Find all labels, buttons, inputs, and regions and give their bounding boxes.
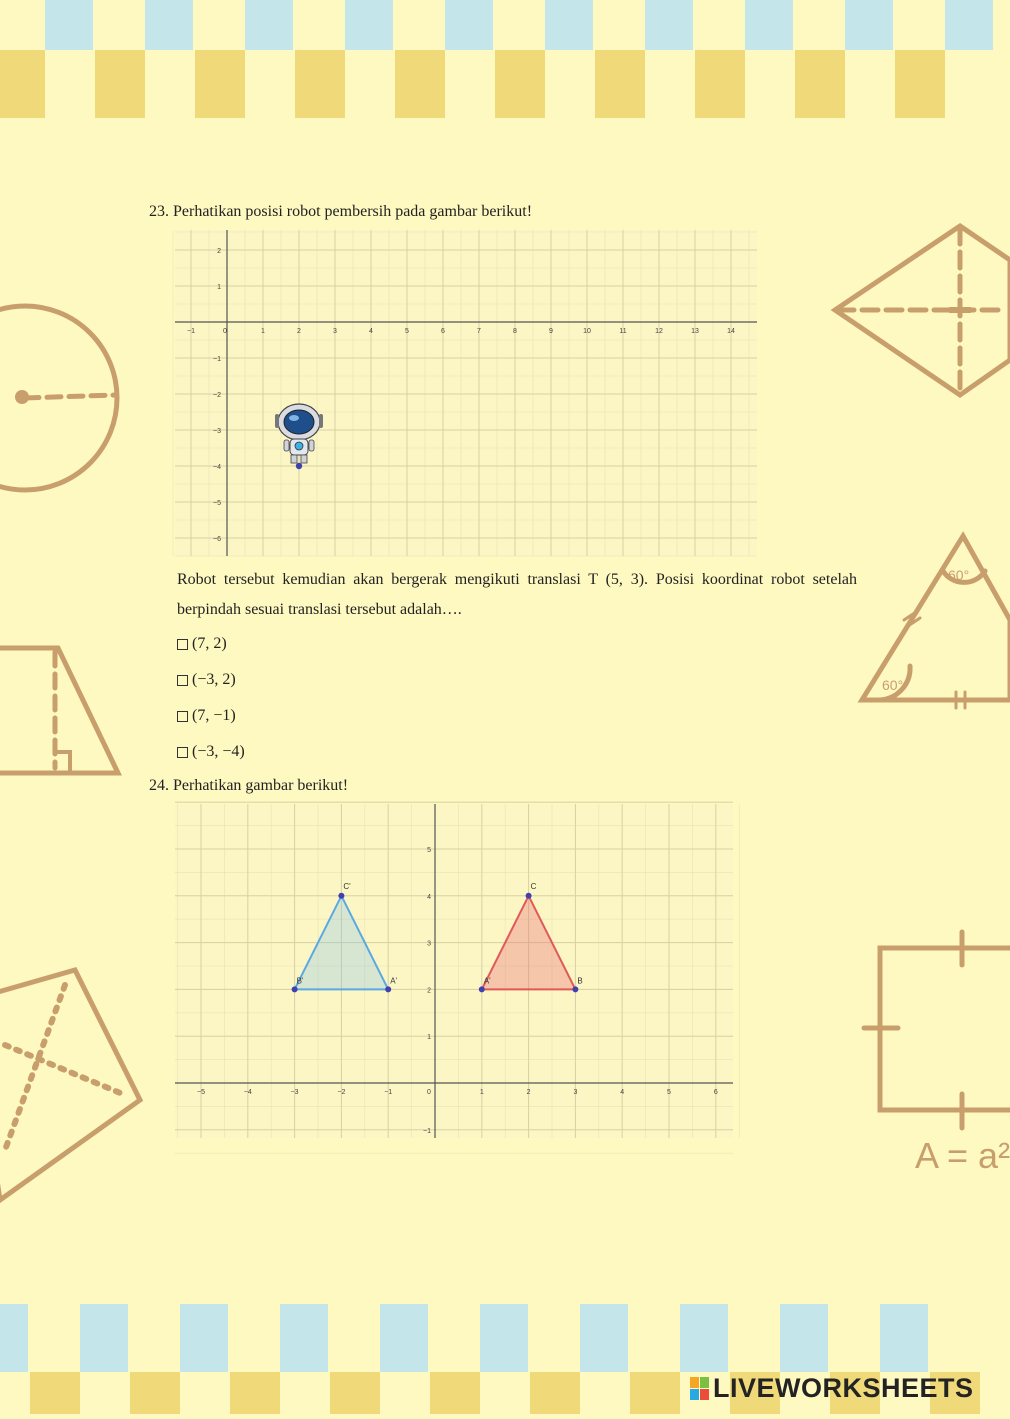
q23-prompt: Perhatikan posisi robot pembersih pada gambar berikut! [173, 203, 533, 220]
x-tick-label: 5 [667, 1089, 671, 1096]
vertex-point [572, 986, 578, 992]
footer-logo[interactable] [690, 1373, 974, 1404]
x-tick-label: 14 [727, 328, 735, 335]
pattern-tile [880, 1304, 928, 1372]
circle-shape-icon [0, 306, 117, 490]
q24-heading [149, 776, 348, 796]
pattern-tile [45, 0, 93, 50]
pattern-tile [180, 1304, 228, 1372]
vertex-label: C [530, 881, 537, 891]
option-label: (−3, −4) [192, 743, 245, 760]
q23-option-2[interactable] [177, 669, 245, 691]
x-tick-label: 1 [479, 1089, 484, 1096]
pattern-tile [595, 50, 645, 118]
pattern-tile [30, 1372, 80, 1414]
x-tick-label: −1 [187, 328, 195, 335]
triangle-shape-icon [862, 536, 1010, 708]
q24-coordinate-graph [175, 804, 733, 1138]
logo-text: LIVEWORKSHEETS [713, 1373, 974, 1403]
x-tick-label: −3 [290, 1089, 299, 1096]
y-tick-label: 1 [427, 1034, 431, 1042]
x-tick-label: 5 [405, 328, 409, 335]
vertex-label: A' [390, 976, 398, 986]
vertex-label: B' [296, 976, 304, 986]
x-tick-label: −1 [384, 1089, 393, 1096]
q23-options [177, 633, 245, 763]
pattern-tile [845, 0, 893, 50]
y-tick-label: 2 [217, 248, 221, 255]
pattern-tile [95, 50, 145, 118]
pattern-tile [245, 0, 293, 50]
x-tick-label: 0 [223, 328, 227, 335]
q24-prompt: Perhatikan gambar berikut! [173, 777, 349, 794]
q23-option-4[interactable] [177, 741, 245, 763]
graph-background [175, 804, 733, 1138]
pattern-tile [545, 0, 593, 50]
vertex-label: A' [483, 976, 491, 986]
trapezoid-shape-icon [0, 648, 118, 773]
checkbox-icon[interactable] [177, 711, 188, 722]
pattern-tile [780, 1304, 828, 1372]
pattern-tile [0, 1304, 28, 1372]
x-tick-label: 11 [619, 328, 627, 335]
y-tick-label: 5 [427, 847, 431, 854]
x-tick-label: 4 [620, 1089, 625, 1096]
pattern-tile [430, 1372, 480, 1414]
pattern-tile [395, 50, 445, 118]
top-pattern [0, 0, 1000, 120]
x-tick-label: 10 [583, 328, 591, 335]
option-label: (7, −1) [192, 707, 236, 724]
pattern-tile [795, 50, 845, 118]
x-tick-label: −2 [337, 1089, 346, 1096]
y-tick-label: −1 [213, 356, 221, 363]
x-tick-label: 0 [427, 1089, 431, 1096]
pattern-tile [680, 1304, 728, 1372]
formula-text: A = a² [915, 1135, 1010, 1176]
vertex-point [479, 986, 485, 992]
pattern-tile [0, 50, 45, 118]
pattern-tile [330, 1372, 380, 1414]
pattern-tile [130, 1372, 180, 1414]
pattern-tile [945, 0, 993, 50]
q23-coordinate-graph [175, 230, 757, 556]
x-tick-label: 7 [477, 328, 481, 335]
pattern-tile [530, 1372, 580, 1414]
option-label: (−3, 2) [192, 671, 236, 688]
y-tick-label: −3 [213, 428, 221, 435]
pattern-tile [380, 1304, 428, 1372]
q23-paragraph: Robot tersebut kemudian akan bergerak mengikuti translasi T (5, 3). Posisi koordinat robot setelah berpindah sesuai translasi tersebut adalah…. [177, 571, 857, 618]
pattern-tile [480, 1304, 528, 1372]
y-tick-label: 2 [427, 987, 431, 995]
x-tick-label: 8 [513, 328, 517, 335]
option-label: (7, 2) [192, 635, 227, 652]
vertex-point [292, 986, 298, 992]
vertex-label: B [577, 976, 583, 986]
q23-number: 23. [149, 203, 169, 220]
pattern-tile [280, 1304, 328, 1372]
pattern-tile [895, 50, 945, 118]
x-tick-label: 2 [526, 1089, 531, 1096]
pattern-tile [580, 1304, 628, 1372]
q24-number: 24. [149, 777, 169, 794]
svg-text:60°: 60° [882, 677, 904, 693]
robot-position-point [296, 463, 302, 469]
pattern-tile [695, 50, 745, 118]
square-shape-icon [864, 932, 1010, 1128]
pattern-tile [80, 1304, 128, 1372]
svg-text:60°: 60° [948, 567, 970, 583]
liveworksheets-logo-icon [690, 1377, 710, 1401]
vertex-point [526, 893, 532, 899]
q23-option-1[interactable] [177, 633, 245, 655]
x-tick-label: 1 [261, 328, 265, 335]
vertex-label: C' [343, 881, 351, 891]
x-tick-label: 4 [369, 328, 373, 335]
x-tick-label: 6 [713, 1089, 718, 1096]
y-tick-label: −5 [213, 500, 221, 507]
x-tick-label: 12 [655, 328, 663, 335]
checkbox-icon[interactable] [177, 639, 188, 650]
graph-background [175, 230, 757, 556]
pattern-tile [345, 0, 393, 50]
x-tick-label: 6 [441, 328, 445, 335]
y-tick-label: 1 [217, 284, 221, 291]
checkbox-icon[interactable] [177, 675, 188, 686]
pattern-tile [745, 0, 793, 50]
y-tick-label: −6 [213, 536, 221, 543]
pattern-tile [230, 1372, 280, 1414]
q23-option-3[interactable] [177, 705, 245, 727]
x-tick-label: 3 [333, 328, 337, 335]
rotated-square-shape-icon [0, 970, 140, 1200]
q23-heading [149, 202, 532, 222]
pattern-tile [645, 0, 693, 50]
pattern-tile [495, 50, 545, 118]
pattern-tile [445, 0, 493, 50]
x-tick-label: 13 [691, 328, 699, 335]
pattern-tile [630, 1372, 680, 1414]
y-tick-label: −2 [213, 392, 221, 399]
pattern-tile [145, 0, 193, 50]
pattern-tile [195, 50, 245, 118]
x-tick-label: 3 [573, 1089, 578, 1096]
y-tick-label: 3 [427, 940, 431, 948]
y-tick-label: −1 [423, 1127, 431, 1135]
checkbox-icon[interactable] [177, 747, 188, 758]
x-tick-label: −4 [243, 1089, 252, 1096]
vertex-point [338, 893, 344, 899]
pattern-tile [295, 50, 345, 118]
x-tick-label: 9 [549, 328, 553, 335]
x-tick-label: −5 [197, 1089, 205, 1096]
kite-shape-icon [835, 226, 1010, 395]
y-tick-label: 4 [427, 893, 431, 901]
vertex-point [385, 986, 391, 992]
y-tick-label: −4 [213, 464, 221, 471]
x-tick-label: 2 [297, 328, 301, 335]
